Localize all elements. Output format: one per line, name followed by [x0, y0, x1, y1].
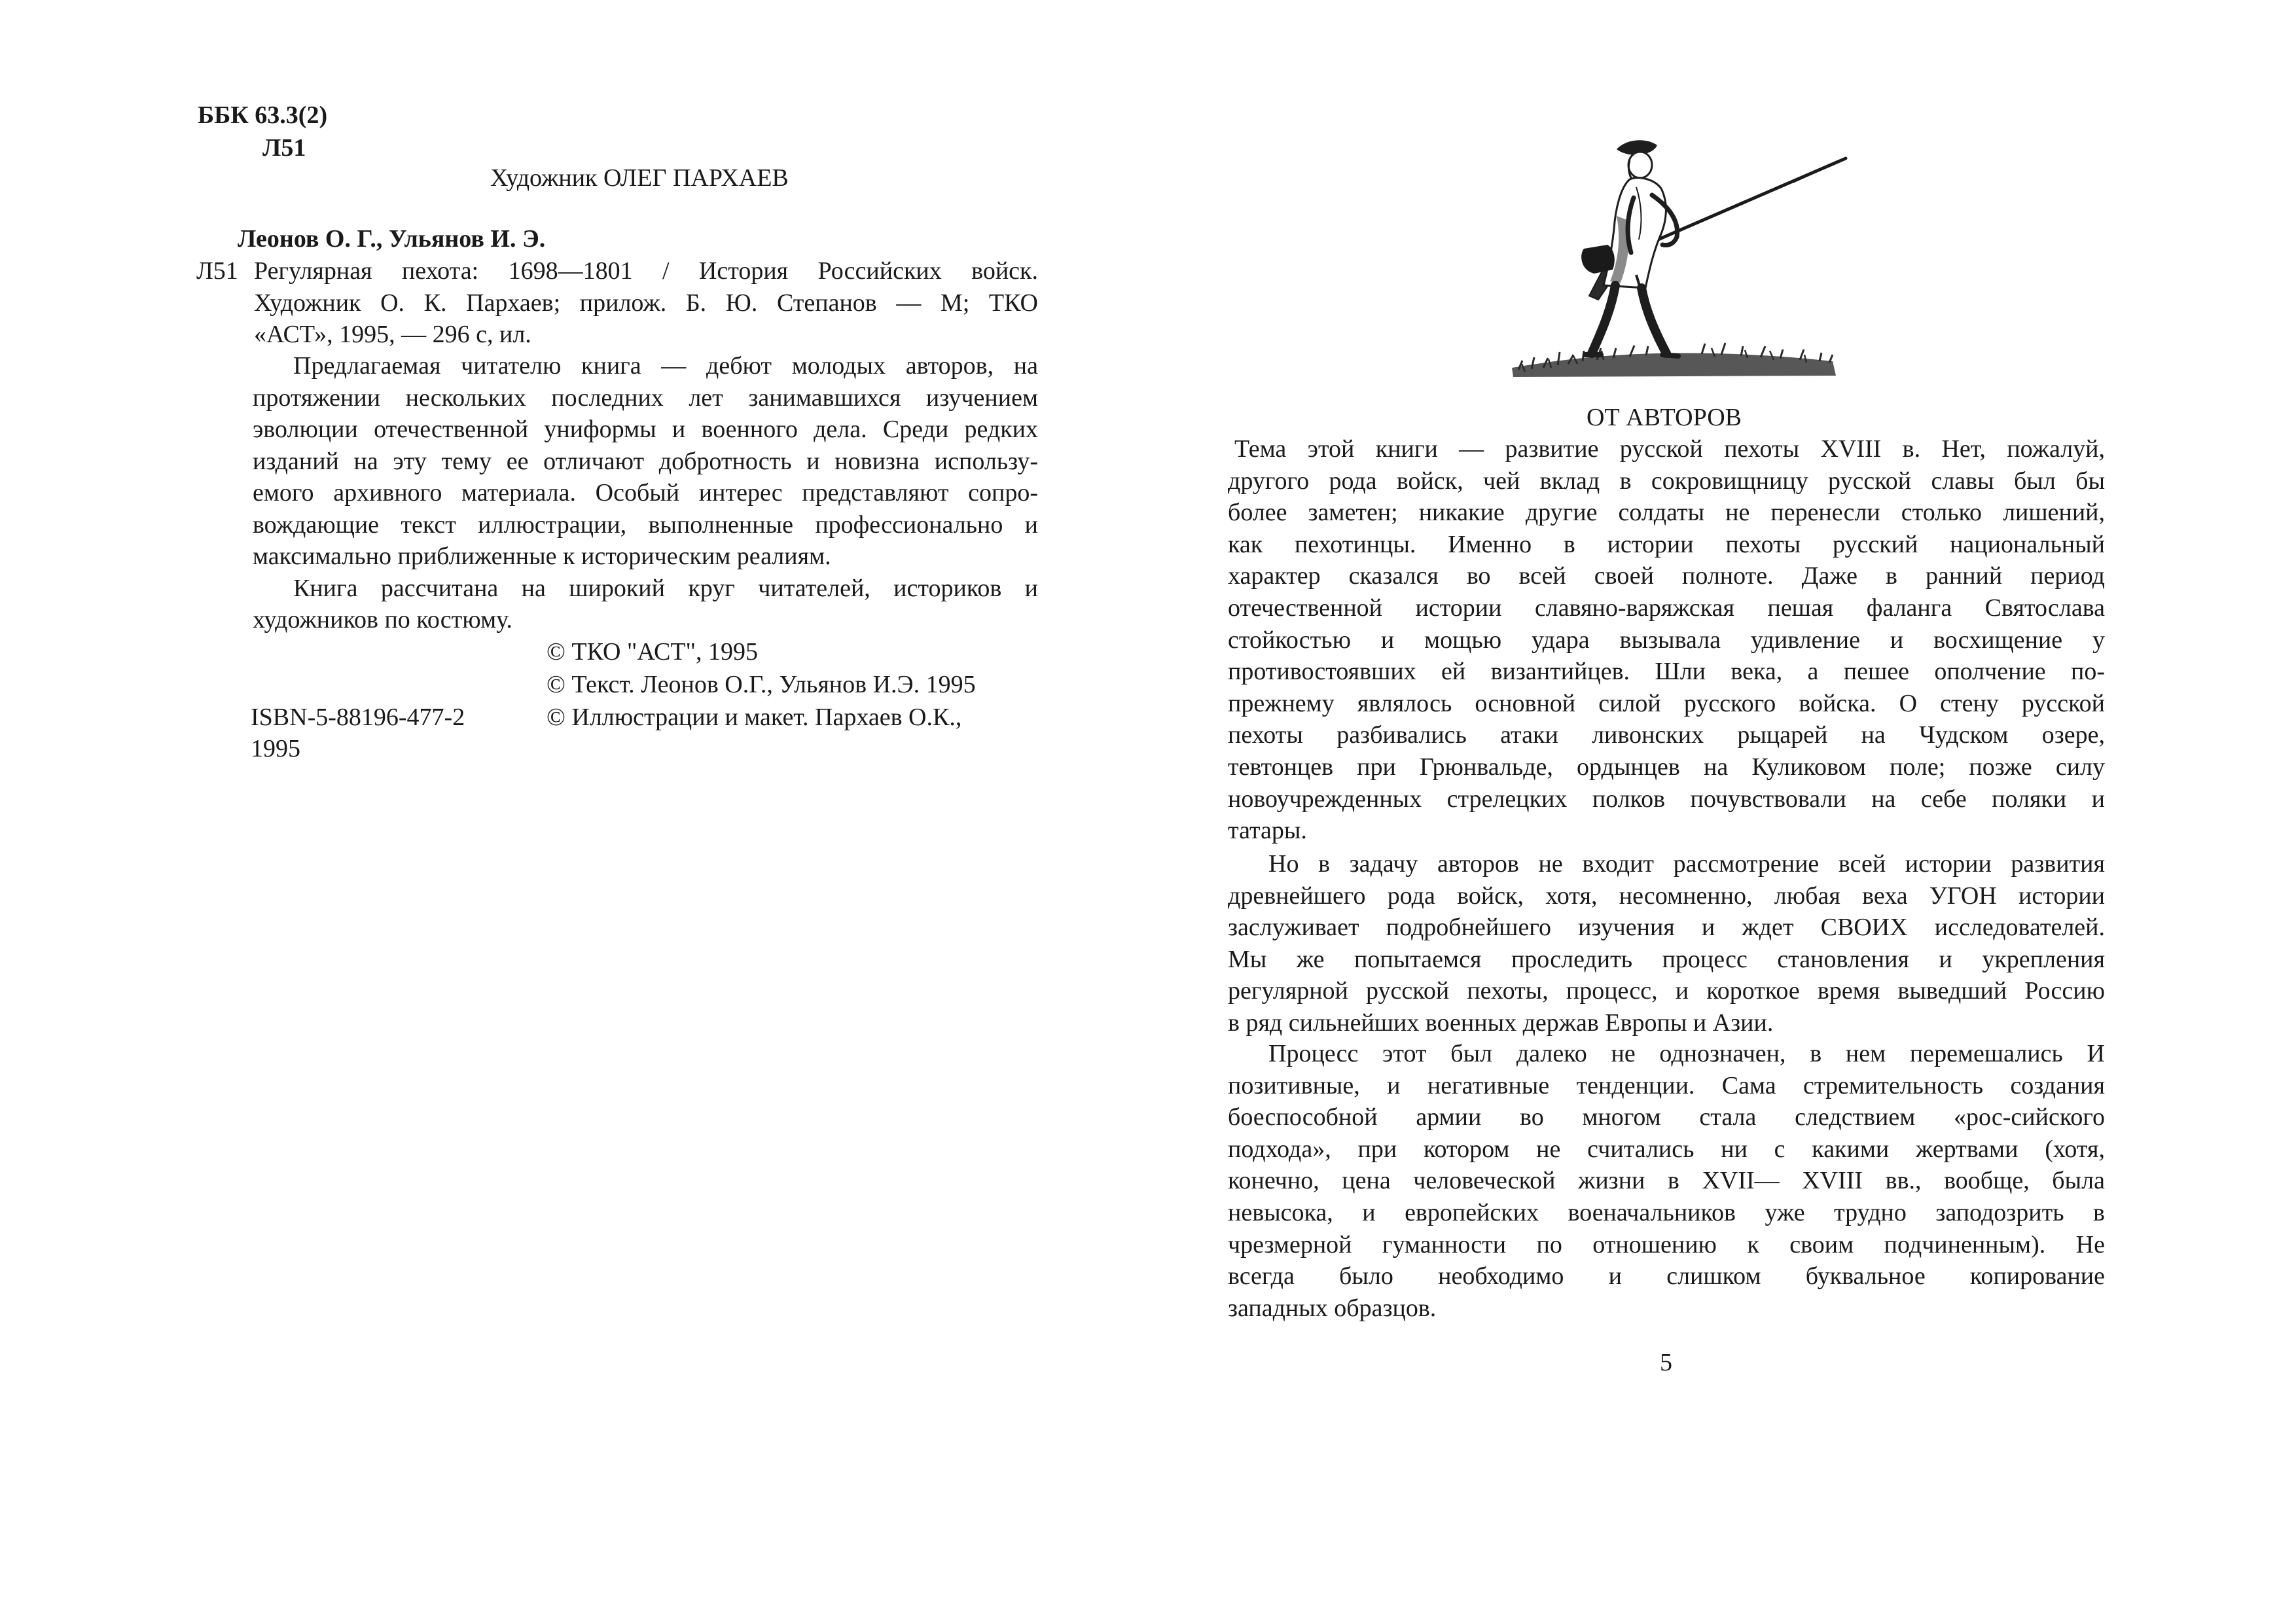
paragraph-line: невысока, и европейских военачальников уже трудно заподозрить в [1228, 1198, 2105, 1226]
soldier-head [1628, 152, 1652, 178]
paragraph-2 [1228, 848, 2105, 1039]
isbn-year: 1995 [251, 735, 300, 762]
soldier-illustration [1505, 124, 1852, 386]
annotation-line: максимально приближенные к историческим реалиям. [253, 543, 831, 570]
cartridge-pouch [1581, 245, 1615, 274]
paragraph-line: всегда было необходимо и слишком буквальное копирование [1228, 1262, 2105, 1291]
paragraph-line: Процесс этот был далеко не однозначен, в нем перемешались И [1268, 1040, 2105, 1067]
annotation-line: эволюции отечественной униформы и военного дела. Среди редких [253, 416, 1038, 443]
grass-ground [1512, 343, 1836, 377]
paragraph-line: татары. [1228, 817, 1307, 845]
paragraph-line: пехоты разбивались атаки ливонских рыцарей на Чудском озере, [1228, 721, 2105, 749]
page-number: 5 [1660, 1349, 1672, 1376]
paragraph-line: древнейшего рода войск, хотя, несомненно, любая веха УГОН истории [1228, 882, 2105, 910]
biblio-mark: Л51 [196, 257, 238, 285]
biblio-line: Художник О. К. Пархаев; прилож. Б. Ю. Степанов — М; ТКО [254, 289, 1038, 317]
copyright-line: © Текст. Леонов О.Г., Ульянов И.Э. 1995 [547, 671, 976, 698]
paragraph-line: новоучрежденных стрелецких полков почувствовали на себе поляки и [1228, 785, 2105, 813]
biblio-line: «АСТ», 1995, — 296 с, ил. [254, 321, 531, 349]
paragraph-line: противостоявших ей византийцев. Шли века, а пешее ополчение по- [1228, 658, 2105, 686]
annotation-line: Предлагаемая читателю книга — дебют молодых авторов, на [293, 352, 1038, 380]
bbk-code: ББК 63.3(2) [198, 101, 328, 129]
paragraph-line: в ряд сильнейших военных держав Европы и Азии. [1228, 1008, 1774, 1037]
annotation-line: вождающие текст иллюстрации, выполненные профессионально и [253, 510, 1038, 539]
paragraph-line: отечественной истории славяно-варяжская пешая фаланга Святослава [1228, 594, 2105, 622]
annotation [253, 350, 1038, 636]
soldier-legs [1592, 285, 1666, 353]
paragraph-line: заслуживает подробнейшего изучения и ждет СВОИХ исследователей. [1228, 914, 2105, 942]
paragraph-line: тевтонцев при Грюнвальде, ордынцев на Куликовом поле; позже силу [1228, 753, 2105, 781]
paragraph-line: Но в задачу авторов не входит рассмотрение всей истории развития [1268, 850, 2105, 878]
annotation-line: протяжении нескольких последних лет занимавшихся изучением [253, 383, 1038, 412]
authors-heading: Леонов О. Г., Ульянов И. Э. [238, 225, 546, 253]
paragraph-line: прежнему являлось основной силой русского войска. О стену русской [1228, 689, 2105, 717]
paragraph-line: подхода», при котором не считались ни с какими жертвами (хотя, [1228, 1135, 2105, 1163]
artist-credit: Художник ОЛЕГ ПАРХАЕВ [490, 164, 789, 192]
copyright-line: © ТКО "АСТ", 1995 [547, 638, 759, 666]
paragraph-1 [1228, 433, 2105, 847]
paragraph-3 [1228, 1038, 2105, 1324]
paragraph-line: как пехотинцы. Именно в истории пехоты русский национальный [1228, 530, 2105, 558]
biblio-description [254, 255, 1038, 351]
soldier-coat [1604, 178, 1666, 288]
annotation-line: изданий на эту тему ее отличают добротность и новизна использу- [253, 447, 1038, 475]
paragraph-line: Мы же попытаемся проследить процесс становления и укрепления [1228, 945, 2105, 973]
paragraph-line: более заметен; никакие другие солдаты не перенесли столько лишений, [1228, 499, 2105, 527]
paragraph-line: характер сказался во всей своей полноте. Даже в ранний период [1228, 562, 2105, 590]
copyright-line: © Иллюстрации и макет. Пархаев О.К., [547, 704, 962, 731]
paragraph-line: регулярной русской пехоты, процесс, и короткое время выведший Россию [1228, 977, 2105, 1005]
paragraph-line: Тема этой книги — развитие русской пехоты XVIII в. Нет, пожалуй, [1234, 435, 2105, 463]
author-mark: Л51 [262, 134, 306, 162]
paragraph-line: западных образцов. [1228, 1294, 1437, 1322]
paragraph-line: конечно, цена человеческой жизни в XVII— XVIII вв., вообще, была [1228, 1167, 2105, 1195]
paragraph-line: стойкостью и мощью удара вызывала удивление и восхищение у [1228, 626, 2105, 654]
annotation-line: емого архивного материала. Особый интерес представляют сопро- [253, 479, 1038, 507]
isbn: ISBN-5-88196-477-2 [251, 704, 465, 731]
annotation-line: Книга рассчитана на широкий круг читателей, историков и [293, 574, 1038, 602]
biblio-line: Регулярная пехота: 1698—1801 / История Российских войск. [254, 257, 1038, 285]
annotation-line: художников по костюму. [253, 606, 512, 633]
paragraph-line: позитивные, и негативные тенденции. Сама стремительность создания [1228, 1071, 2105, 1099]
paragraph-line: другого рода войск, чей вклад в сокровищницу русской славы был бы [1228, 467, 2105, 495]
paragraph-line: боеспособной армии во многом стала следствием «рос-сийского [1228, 1103, 2105, 1132]
section-heading: ОТ АВТОРОВ [1587, 404, 1742, 431]
paragraph-line: чрезмерной гуманности по отношению к своим подчиненным). Не [1228, 1230, 2105, 1258]
